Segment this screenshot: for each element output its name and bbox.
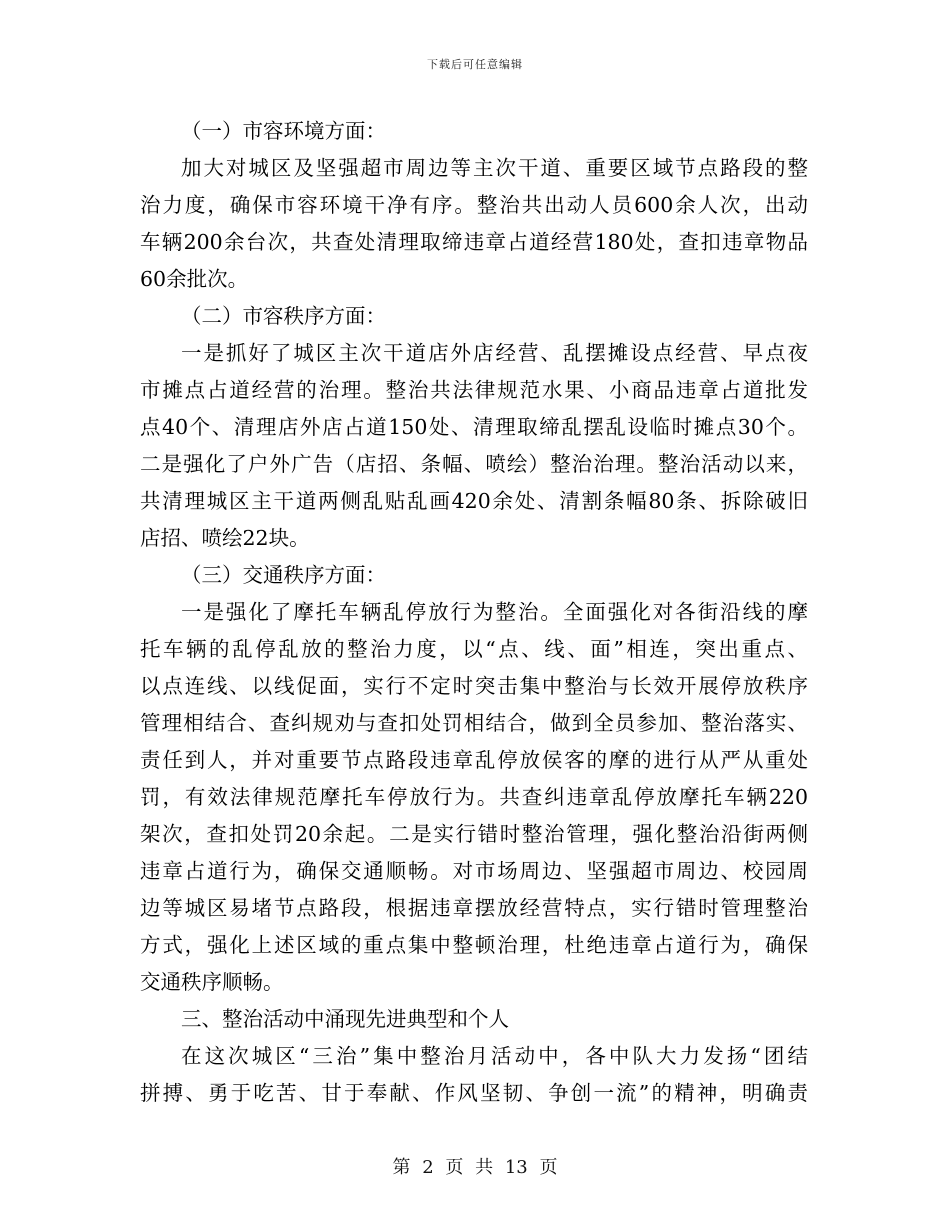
text-line: 店招、喷绘22块。 xyxy=(140,526,310,550)
text-line: （一）市容环境方面： xyxy=(181,119,386,143)
text-line: 拼搏、勇于吃苦、甘于奉献、作风坚韧、争创一流”的精神，明确责 xyxy=(140,1081,808,1105)
text-line: 托车辆的乱停乱放的整治力度，以“点、线、面”相连，突出重点、 xyxy=(140,637,808,661)
text-line: 共清理城区主干道两侧乱贴乱画420余处、清割条幅80条、拆除破旧 xyxy=(140,489,808,513)
text-line: 违章占道行为，确保交通顺畅。对市场周边、坚强超市周边、校园周 xyxy=(140,859,808,883)
text-line: 三、整治活动中涌现先进典型和个人 xyxy=(181,1007,509,1031)
text-line: （二）市容秩序方面： xyxy=(181,304,386,328)
page-footer: 第 2 页 共 13 页 xyxy=(392,1157,558,1178)
text-line: （三）交通秩序方面： xyxy=(181,563,386,587)
page-header: 下载后可任意编辑 xyxy=(427,58,523,71)
document-body xyxy=(140,113,808,1112)
text-line: 管理相结合、查纠规劝与查扣处罚相结合，做到全员参加、整治落实、 xyxy=(140,711,808,735)
text-line: 60余批次。 xyxy=(140,267,249,291)
text-line: 一是强化了摩托车辆乱停放行为整治。全面强化对各街沿线的摩 xyxy=(181,600,808,624)
text-line: 方式，强化上述区域的重点集中整顿治理，杜绝违章占道行为，确保 xyxy=(140,933,808,957)
text-line: 交通秩序顺畅。 xyxy=(140,970,284,994)
text-line: 点40个、清理店外店占道150处、清理取缔乱摆乱设临时摊点30个。 xyxy=(140,415,808,439)
text-line: 二是强化了户外广告（店招、条幅、喷绘）整治治理。整治活动以来， xyxy=(140,452,808,476)
text-line: 市摊点占道经营的治理。整治共法律规范水果、小商品违章占道批发 xyxy=(140,378,808,402)
text-line: 治力度，确保市容环境干净有序。整治共出动人员600余人次，出动 xyxy=(140,193,808,217)
text-line: 边等城区易堵节点路段，根据违章摆放经营特点，实行错时管理整治 xyxy=(140,896,808,920)
text-line: 架次，查扣处罚20余起。二是实行错时整治管理，强化整治沿街两侧 xyxy=(140,822,808,846)
text-line: 车辆200余台次，共查处清理取缔违章占道经营180处，查扣违章物品 xyxy=(140,230,808,254)
text-line: 加大对城区及坚强超市周边等主次干道、重要区域节点路段的整 xyxy=(181,156,808,180)
text-line: 在这次城区“三治”集中整治月活动中，各中队大力发扬“团结 xyxy=(181,1044,808,1068)
text-line: 责任到人，并对重要节点路段违章乱停放侯客的摩的进行从严从重处 xyxy=(140,748,808,772)
text-line: 以点连线、以线促面，实行不定时突击集中整治与长效开展停放秩序 xyxy=(140,674,808,698)
text-line: 一是抓好了城区主次干道店外店经营、乱摆摊设点经营、早点夜 xyxy=(181,341,808,365)
text-line: 罚，有效法律规范摩托车停放行为。共查纠违章乱停放摩托车辆220 xyxy=(140,785,808,809)
